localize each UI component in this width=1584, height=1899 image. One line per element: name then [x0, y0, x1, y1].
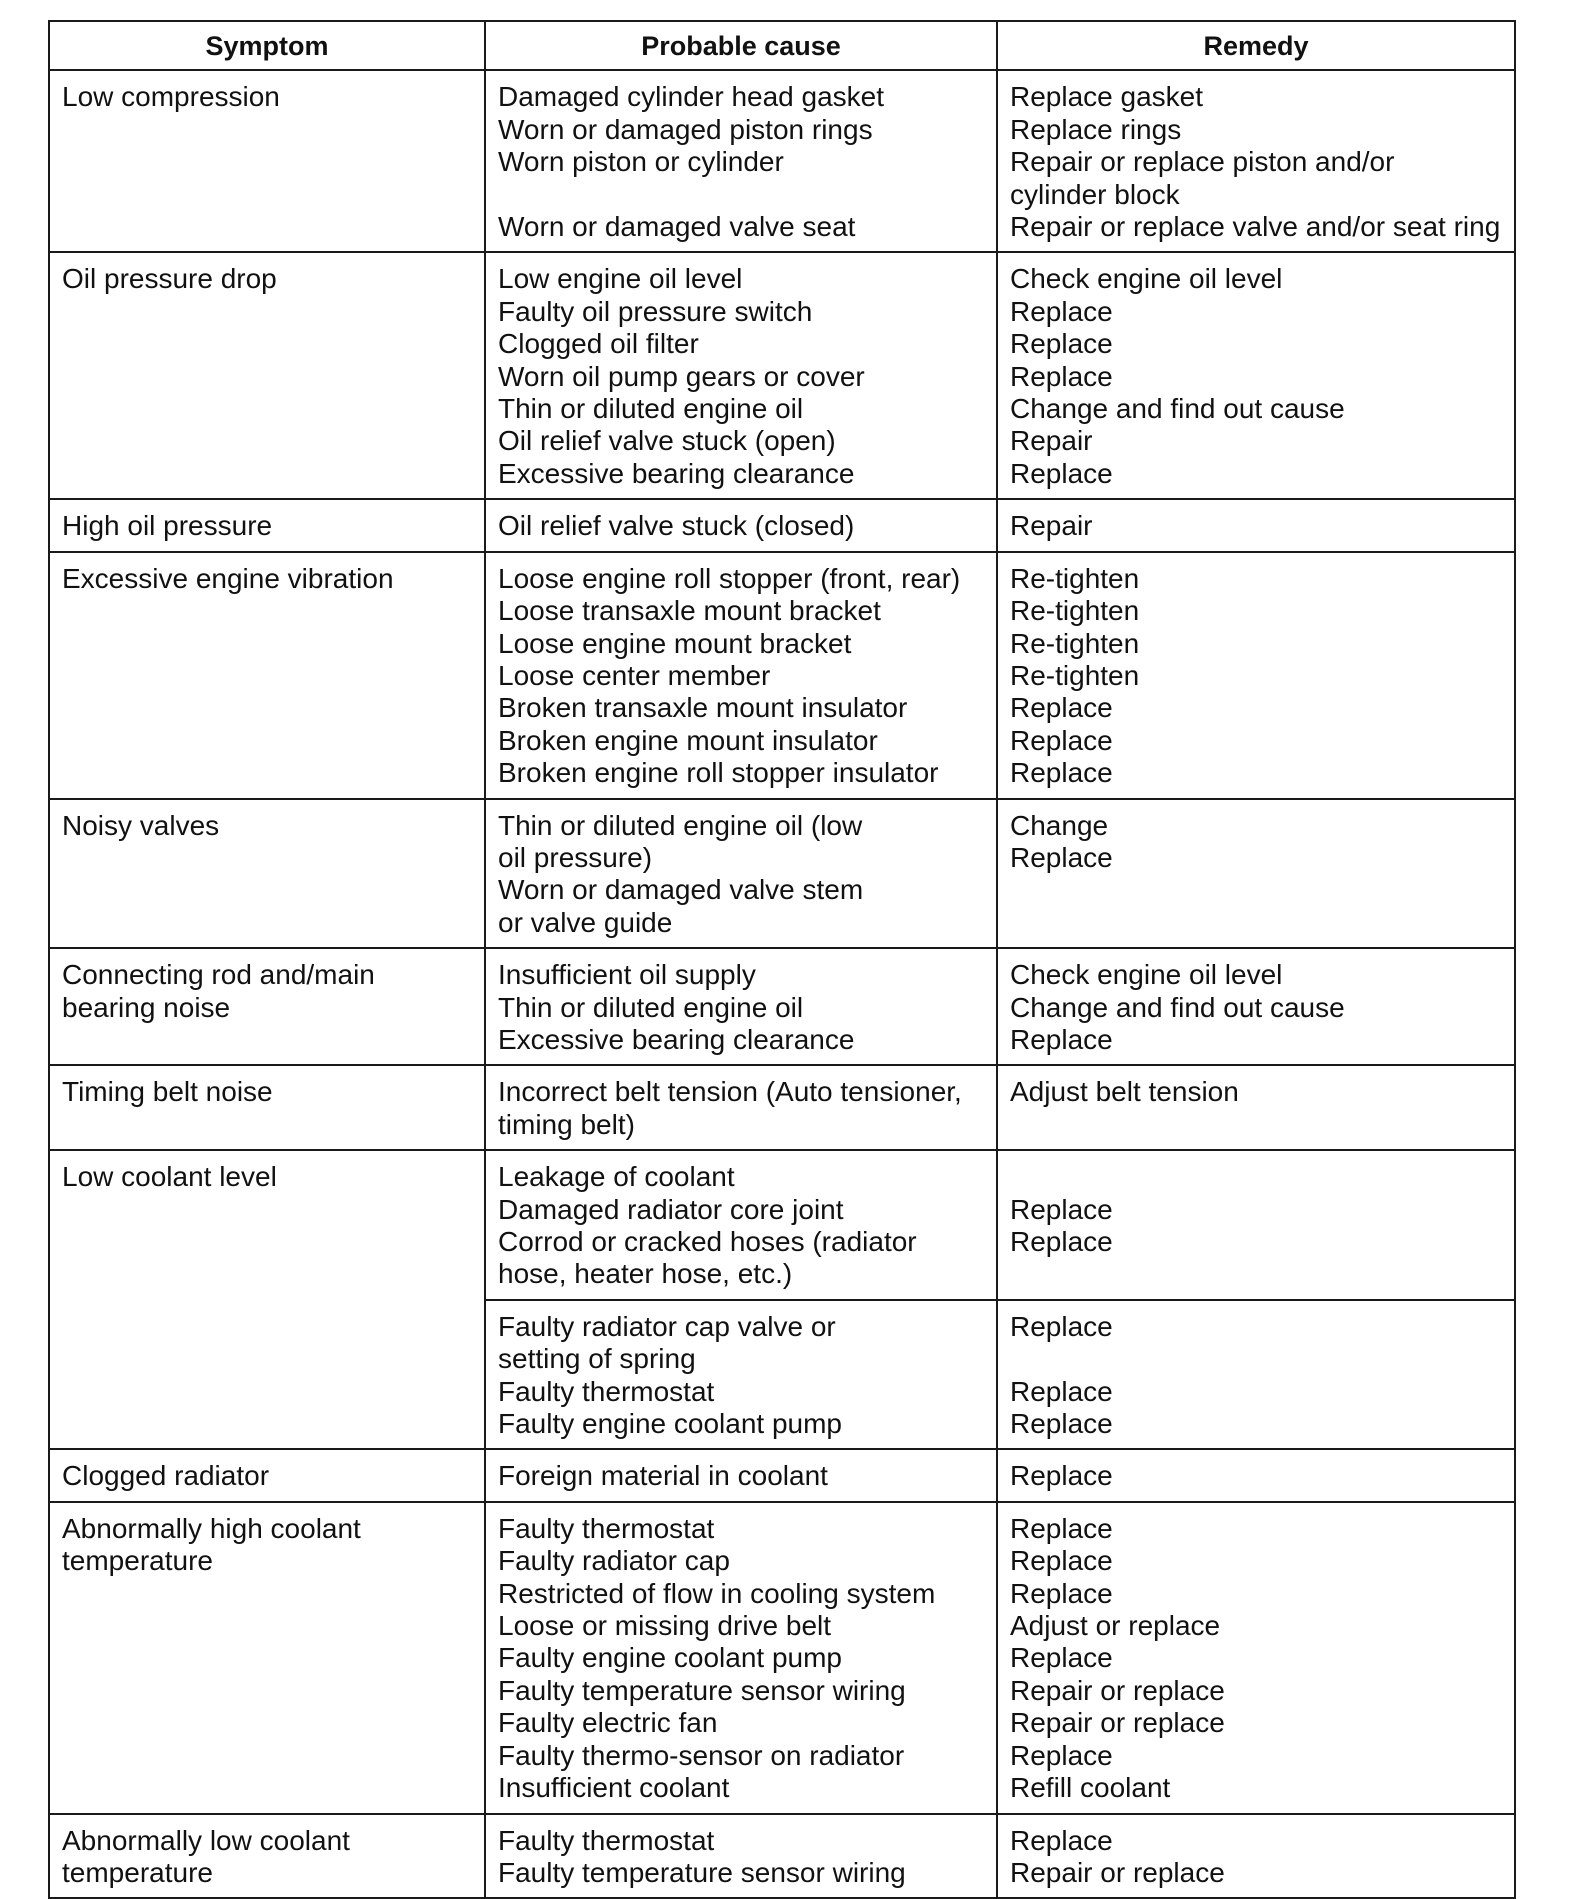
table-row: [49, 1150, 1515, 1300]
cause-cell: [485, 552, 997, 799]
cause-line: Worn piston or cylinder: [498, 146, 784, 178]
symptom-text: Excessive engine vibration: [62, 562, 394, 594]
remedy-cell: [997, 552, 1515, 799]
symptom-text: Low compression: [62, 81, 280, 113]
cause-line: Broken engine mount insulator: [498, 724, 878, 756]
cause-line: Faulty thermostat: [498, 1375, 715, 1407]
remedy-cell: [997, 70, 1515, 252]
remedy-line: Replace: [1010, 1023, 1113, 1055]
remedy-line: Replace: [1010, 1460, 1113, 1492]
remedy-line: Change: [1010, 809, 1109, 841]
symptom-cell: [49, 799, 485, 949]
remedy-line: Replace: [1010, 360, 1113, 392]
remedy-line: Re-tighten: [1010, 562, 1140, 594]
cause-line: Clogged oil filter: [498, 328, 699, 360]
remedy-line: Replace: [1010, 1577, 1113, 1609]
cause-cell: [485, 70, 997, 252]
symptom-text: Noisy valves: [62, 809, 220, 841]
remedy-cell: [997, 1814, 1515, 1899]
remedy-line: Check engine oil level: [1010, 263, 1283, 295]
cause-cell: [485, 499, 997, 551]
remedy-spacer: [1010, 1161, 1502, 1193]
cause-line: Restricted of flow in cooling system: [498, 1577, 936, 1609]
table-row: [49, 799, 1515, 949]
symptom-cell: [49, 70, 485, 252]
remedy-line: Replace: [1010, 457, 1113, 489]
cause-line: Insufficient coolant: [498, 1772, 730, 1804]
cause-line: Faulty thermostat: [498, 1512, 715, 1544]
remedy-line: Repair or replace valve and/or seat ring: [1010, 211, 1501, 243]
remedy-line: Replace: [1010, 295, 1113, 327]
cause-line: Thin or diluted engine oil: [498, 991, 804, 1023]
remedy-line: Replace: [1010, 1545, 1113, 1577]
table-row: [49, 499, 1515, 551]
remedy-line: Re-tighten: [1010, 627, 1140, 659]
cause-cell: [485, 799, 997, 949]
cause-line: Loose engine roll stopper (front, rear): [498, 562, 961, 594]
cause-line: timing belt): [498, 1108, 635, 1140]
symptom-cell: [49, 499, 485, 551]
symptom-cell: [49, 1502, 485, 1814]
cause-line: Oil relief valve stuck (open): [498, 425, 836, 457]
cause-line: Corrod or cracked hoses (radiator: [498, 1226, 917, 1257]
table-row: [49, 1814, 1515, 1899]
cause-line: Oil relief valve stuck (closed): [498, 510, 855, 542]
cause-line: oil pressure): [498, 841, 653, 873]
remedy-cell: [997, 252, 1515, 499]
remedy-line: Adjust or replace: [1010, 1610, 1221, 1642]
cause-line: Insufficient oil supply: [498, 959, 756, 991]
symptom-cell: [49, 1814, 485, 1899]
remedy-line: Replace: [1010, 328, 1113, 360]
remedy-line: cylinder block: [1010, 178, 1180, 210]
remedy-line: Replace: [1010, 1739, 1113, 1771]
remedy-line: Check engine oil level: [1010, 959, 1283, 991]
remedy-line: Repair: [1010, 510, 1093, 542]
table-row: [49, 948, 1515, 1065]
table-row: [49, 1065, 1515, 1150]
header-row: [49, 21, 1515, 70]
header-probable-cause: Probable cause: [485, 21, 997, 70]
cause-line: Faulty thermo-sensor on radiator: [498, 1739, 905, 1771]
remedy-spacer: [1010, 1343, 1502, 1375]
remedy-line: Replace: [1010, 1512, 1113, 1544]
remedy-line: Repair or replace: [1010, 1856, 1225, 1888]
remedy-cell: [997, 799, 1515, 949]
symptom-text: bearing noise: [62, 991, 231, 1023]
remedy-line: Replace: [1010, 1310, 1113, 1342]
symptom-text: Low coolant level: [62, 1161, 277, 1193]
cause-line: Worn or damaged valve stem: [498, 874, 864, 906]
cause-cell: [485, 1300, 997, 1450]
remedy-line: Refill coolant: [1010, 1772, 1171, 1804]
remedy-line: Replace: [1010, 724, 1113, 756]
symptom-cell: [49, 948, 485, 1065]
cause-line: Excessive bearing clearance: [498, 457, 855, 489]
cause-line: Broken transaxle mount insulator: [498, 692, 908, 724]
symptom-text: Abnormally high coolant: [62, 1512, 361, 1544]
remedy-line: Repair or replace: [1010, 1674, 1225, 1706]
cause-line: Faulty thermostat: [498, 1824, 715, 1856]
remedy-line: Replace: [1010, 1824, 1113, 1856]
cause-line: Thin or diluted engine oil: [498, 393, 804, 425]
cause-line: Faulty temperature sensor wiring: [498, 1674, 906, 1706]
cause-line: Broken engine roll stopper insulator: [498, 757, 939, 789]
symptom-text: High oil pressure: [62, 510, 273, 542]
remedy-line: Repair or replace: [1010, 1707, 1225, 1739]
cause-line: Leakage of coolant: [498, 1161, 735, 1193]
cause-line: Damaged cylinder head gasket: [498, 81, 885, 113]
symptom-text: Connecting rod and/main: [62, 959, 375, 991]
cause-line: or valve guide: [498, 906, 673, 938]
cause-cell: [485, 1065, 997, 1150]
cause-cell: [485, 1449, 997, 1501]
remedy-line: Change and find out cause: [1010, 991, 1345, 1023]
cause-cell: [485, 252, 997, 499]
header-remedy: Remedy: [997, 21, 1515, 70]
remedy-line: Replace: [1010, 692, 1113, 724]
symptom-text: Timing belt noise: [62, 1076, 273, 1108]
cause-line: Faulty oil pressure switch: [498, 295, 813, 327]
remedy-line: Replace rings: [1010, 113, 1182, 145]
symptom-cell: [49, 552, 485, 799]
cause-line: Faulty temperature sensor wiring: [498, 1856, 906, 1888]
cause-line: Worn oil pump gears or cover: [498, 360, 865, 392]
cause-line: setting of spring: [498, 1343, 696, 1375]
remedy-line: Repair or replace piston and/or: [1010, 146, 1395, 178]
remedy-cell: [997, 1502, 1515, 1814]
cause-line: Faulty radiator cap: [498, 1545, 730, 1577]
remedy-line: Re-tighten: [1010, 595, 1140, 627]
symptom-cell: [49, 1449, 485, 1501]
table-row: [49, 70, 1515, 252]
table-row: [49, 252, 1515, 499]
cause-line: Worn or damaged valve seat: [498, 211, 856, 243]
cause-line: Worn or damaged piston rings: [498, 113, 873, 145]
remedy-line: Replace: [1010, 1375, 1113, 1407]
symptom-text: Oil pressure drop: [62, 263, 277, 295]
symptom-cell: [49, 1150, 485, 1449]
remedy-line: Repair: [1010, 425, 1093, 457]
table-row: [49, 552, 1515, 799]
remedy-line: Replace: [1010, 1642, 1113, 1674]
table-row: [49, 1449, 1515, 1501]
cause-line: Faulty electric fan: [498, 1707, 718, 1739]
cause-cell: [485, 1150, 997, 1300]
cause-line: Loose center member: [498, 659, 771, 691]
remedy-line: Replace: [1010, 757, 1113, 789]
cause-line: Faulty radiator cap valve or: [498, 1310, 836, 1342]
remedy-line: Re-tighten: [1010, 659, 1140, 691]
cause-line: Faulty engine coolant pump: [498, 1408, 842, 1440]
remedy-line: Replace: [1010, 1225, 1113, 1257]
cause-line: Incorrect belt tension (Auto tensioner,: [498, 1076, 962, 1108]
cause-line: Loose engine mount bracket: [498, 627, 852, 659]
symptom-text: Clogged radiator: [62, 1460, 270, 1492]
cause-line: Foreign material in coolant: [498, 1460, 828, 1492]
cause-spacer: [498, 179, 984, 211]
cause-cell: [485, 948, 997, 1065]
remedy-cell: [997, 948, 1515, 1065]
remedy-cell: [997, 1065, 1515, 1150]
cause-line: hose, heater hose, etc.): [498, 1258, 793, 1290]
symptom-text: temperature: [62, 1545, 213, 1577]
remedy-line: Replace: [1010, 1408, 1113, 1440]
symptom-cell: [49, 1065, 485, 1150]
remedy-line: Adjust belt tension: [1010, 1076, 1239, 1108]
cause-cell: [485, 1814, 997, 1899]
header-symptom: Symptom: [49, 21, 485, 70]
remedy-line: Replace: [1010, 1193, 1113, 1225]
cause-line: Faulty engine coolant pump: [498, 1642, 842, 1674]
remedy-line: Change and find out cause: [1010, 393, 1345, 425]
symptom-cell: [49, 252, 485, 499]
remedy-line: Replace: [1010, 841, 1113, 873]
remedy-cell: [997, 1300, 1515, 1450]
cause-line: Damaged radiator core joint: [498, 1193, 844, 1225]
remedy-cell: [997, 1150, 1515, 1300]
cause-cell: [485, 1502, 997, 1814]
troubleshooting-table: [48, 20, 1516, 1899]
table-row: [49, 1502, 1515, 1814]
cause-line: Loose or missing drive belt: [498, 1610, 832, 1642]
remedy-line: Replace gasket: [1010, 81, 1204, 113]
remedy-cell: [997, 499, 1515, 551]
cause-line: Excessive bearing clearance: [498, 1023, 855, 1055]
cause-line: Loose transaxle mount bracket: [498, 595, 881, 627]
symptom-text: temperature: [62, 1856, 213, 1888]
remedy-cell: [997, 1449, 1515, 1501]
symptom-text: Abnormally low coolant: [62, 1824, 350, 1856]
cause-line: Low engine oil level: [498, 263, 743, 295]
cause-line: Thin or diluted engine oil (low: [498, 809, 863, 841]
